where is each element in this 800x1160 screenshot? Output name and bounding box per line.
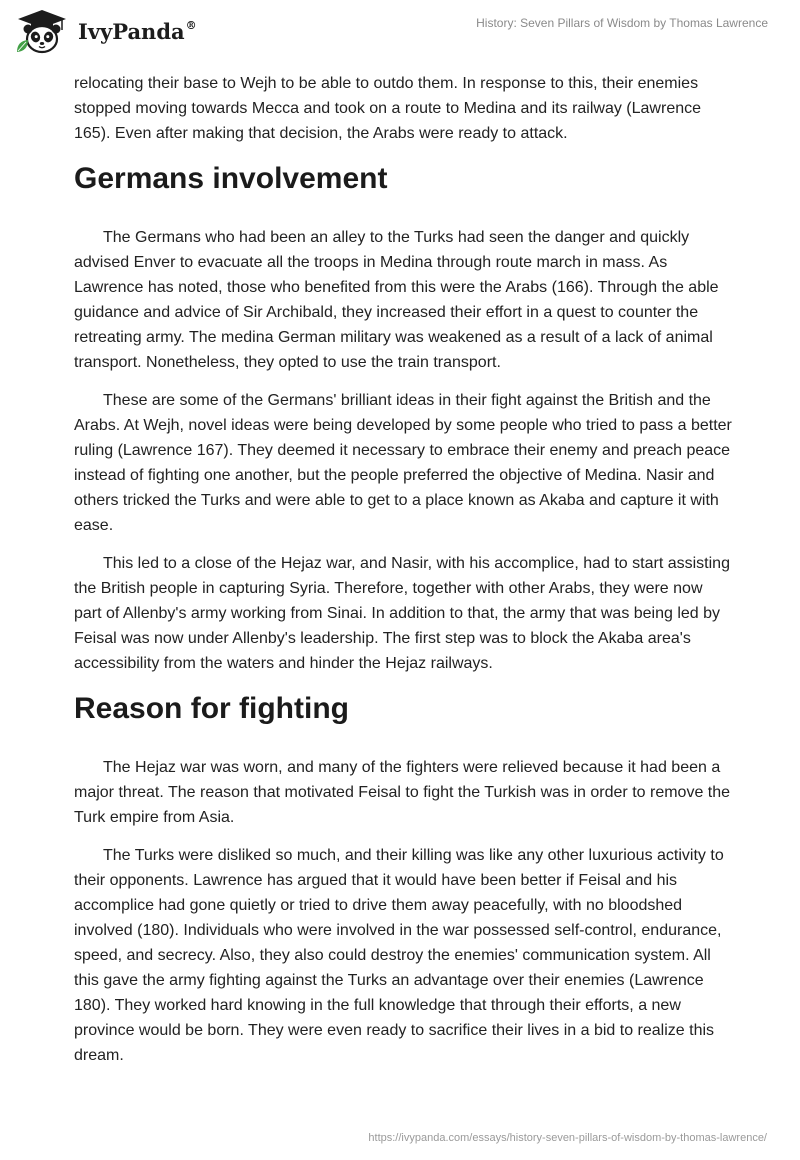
section-heading-germans-involvement: Germans involvement [74, 162, 388, 195]
paragraph: The Hejaz war was worn, and many of the fighters were relieved because it had been a major threat. The reason that motivated Feisal to fight the Turkish was in order to remove the Turk empire from Asia. [74, 759, 731, 826]
paragraph: The Turks were disliked so much, and their killing was like any other luxurious activity to their opponents. Lawrence has argued that it would have been better if Feisal and his accomplice had gone quietly or tried to drive them away peacefully, with no bloodshed involved (180). Individuals who were involved in the war possessed self-control, endurance, speed, and secrecy. Also, they also could destroy the enemies' communication system. All this gave the army fighting against the Turks an advantage over their enemies (Lawrence 180). They worked hard knowing in the full knowledge that through their efforts, a new province would be born. They were even ready to sacrifice their lives in a bid to realize this dream. [74, 847, 724, 1064]
ivypanda-logo[interactable] [14, 8, 204, 58]
paragraph: This led to a close of the Hejaz war, and Nasir, with his accomplice, had to start assisting the British people in capturing Syria. Therefore, together with other Arabs, they were now part of Allenby's army working from Sinai. In addition to that, the army that was being led by Feisal was now under Allenby's leadership. The first step was to block the Akaba area's accessibility from the waters and hinder the Hejaz railways. [74, 555, 730, 672]
registered-mark: ® [185, 19, 197, 32]
page-header [0, 0, 800, 70]
paragraph: These are some of the Germans' brilliant ideas in their fight against the British and the Arabs. At Wejh, novel ideas were being developed by some people who tried to pass a better ruling (Lawrence 167). They deemed it necessary to embrace their enemy and preach peace instead of fighting one another, but the people preferred the objective of Medina. Nasir and others tricked the Turks and were able to get to a place known as Akaba and capture it with ease. [74, 392, 732, 534]
paragraph: The Germans who had been an alley to the Turks had seen the danger and quickly advised Enver to evacuate all the troops in Medina through route march in mass. As Lawrence has noted, those who benefited from this were the Arabs (166). Through the able guidance and advice of Sir Archibald, they increased their effort in a quest to counter the retreating army. The medina German military was weakened as a result of a lack of animal transport. Nonetheless, they opted to use the train transport. [74, 229, 719, 371]
section-heading-reason-for-fighting: Reason for fighting [74, 692, 349, 725]
document-title: History: Seven Pillars of Wisdom by Thomas Lawrence [476, 16, 768, 30]
intro-paragraph: relocating their base to Wejh to be able to outdo them. In response to this, their enemies stopped moving towards Mecca and took on a route to Medina and its railway (Lawrence 165). Even after making that decision, the Arabs were ready to attack. [74, 75, 702, 142]
essay-content [74, 71, 734, 1081]
source-url[interactable]: https://ivypanda.com/essays/history-seven-pillars-of-wisdom-by-thomas-lawrence/ [368, 1132, 767, 1144]
logo-wordmark: IvyPanda® [78, 19, 197, 44]
panda-graduate-icon [14, 8, 70, 56]
